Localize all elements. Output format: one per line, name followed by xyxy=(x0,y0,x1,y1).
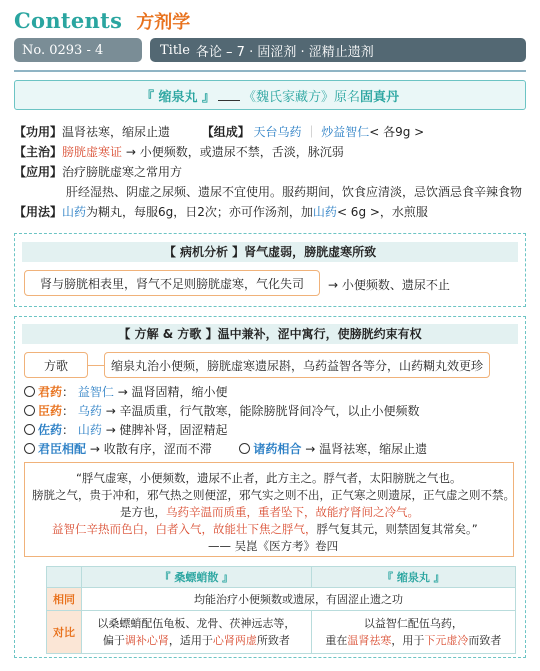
song-connector xyxy=(88,365,104,366)
he-label: 诸药相合 xyxy=(253,442,302,456)
quote-line-4a: 益智仁辛热而色白，白者入气，故能壮下焦之脬气， xyxy=(52,522,317,536)
yingyong-text-2: 肝经湿热、阴虚之尿频、遗尿不宜使用。服药期间，饮食应清淡，忌饮酒忌食辛辣食物 xyxy=(66,185,523,199)
title-bar xyxy=(150,38,526,62)
header-title-en: Contents xyxy=(14,8,123,33)
zucheng-herb-1: 天台乌药 xyxy=(253,125,302,139)
compare-c1-text-e: 所致者 xyxy=(256,634,290,647)
gongyong-label: 【功用】 xyxy=(14,125,63,139)
title-text: 各论 – 7 · 固涩剂 · 涩精止遗剂 xyxy=(195,44,374,60)
number-bar xyxy=(14,38,142,62)
formula-source: 《魏氏家藏方》原名 xyxy=(243,89,361,105)
compare-c2-text-c: ，用于 xyxy=(391,634,425,647)
bullet-circle-icon xyxy=(24,424,35,435)
jun-row: 君药： 益智仁 → 温肾固精，缩小便 xyxy=(24,383,228,401)
yingyong-row-2 xyxy=(14,182,526,202)
quote-line-4b: 脬气复其元，则禁固复其常矣。” xyxy=(316,522,478,536)
blank-line xyxy=(218,90,240,101)
yongfa-label: 【用法】 xyxy=(14,205,63,219)
info-section xyxy=(14,122,526,222)
quote-line-2: 膀胱之气，贵于冲和，邪气热之则便涩，邪气实之则不出，正气寒之则遗尿，正气虚之则不禁。 xyxy=(32,488,515,502)
yongfa-text-2: < 6g >，水煎服 xyxy=(336,205,428,219)
quote-citation: —— 吴崑《医方考》卷四 xyxy=(208,539,339,553)
zucheng-separator: ｜ xyxy=(305,125,318,139)
zhuzhi-row xyxy=(14,142,526,162)
zucheng-herb-2: 炒益智仁 xyxy=(321,125,370,139)
song-text: 缩泉丸治小便频，膀胱虚寒遗尿斟，乌药益智各等分，山药糊丸效更珍 xyxy=(110,358,483,373)
compare-col-2: 『 缩泉丸 』 xyxy=(311,567,515,588)
bullet-circle-icon xyxy=(24,405,35,416)
formula-name: 『 缩泉丸 』 xyxy=(140,89,216,105)
yongfa-row xyxy=(14,202,526,222)
quote-line-3a: 是方也， xyxy=(120,505,166,519)
yongfa-text-1: 为糊丸，每服6g，日2次；亦可作汤剂，加 xyxy=(86,205,313,219)
jun-label: 君药 xyxy=(38,385,63,399)
compare-c2-text-e: 而致者 xyxy=(468,634,502,647)
compare-corner xyxy=(47,567,82,588)
he-text: → 温肾祛寒，缩尿止遗 xyxy=(305,442,428,456)
bingji-title: 【 病机分析 】肾气虚弱，膀胱虚寒所致 xyxy=(22,242,518,262)
compare-c1-text-d: 心肾两虚 xyxy=(212,634,257,647)
song-label-box xyxy=(24,352,88,378)
zuo-herb: 山药 xyxy=(77,423,102,437)
chen-label: 臣药 xyxy=(38,404,63,418)
compare-table xyxy=(46,566,516,654)
quote-line-1: “脬气虚寒，小便频数，遗尿不止者，此方主之。脬气者，太阳膀胱之气也。 xyxy=(76,471,462,485)
quote-line-3 xyxy=(120,504,419,521)
song-box xyxy=(104,352,490,378)
bingji-box xyxy=(24,270,320,296)
zhuzhi-syndrome: 膀胱虚寒证 xyxy=(62,145,123,159)
formula-orig-name: 固真丹 xyxy=(360,89,400,105)
zuo-text: → 健脾补肾，固涩精起 xyxy=(105,423,228,437)
quote-line-4 xyxy=(52,521,478,538)
compare-c2-text-a: 重在 xyxy=(325,634,348,647)
zucheng-label: 【组成】 xyxy=(201,125,250,139)
chen-row: 臣药： 乌药 → 辛温质重，行气散寒，能除膀胱肾间冷气，以止小便频数 xyxy=(24,402,420,420)
compare-c1-line-2 xyxy=(82,632,311,649)
zuo-row: 佐药： 山药 → 健脾补肾，固涩精起 xyxy=(24,421,228,439)
yingyong-row xyxy=(14,162,526,182)
chen-text: → 辛温质重，行气散寒，能除膀胱肾间冷气，以止小便频数 xyxy=(105,404,420,418)
fangjie-title: 【 方解 & 方歌 】温中兼补，涩中寓行，使膀胱约束有权 xyxy=(22,324,518,344)
compare-diff-label: 对比 xyxy=(47,611,82,654)
pei-label: 君臣相配 xyxy=(38,442,87,456)
zucheng-dose: < 各9g > xyxy=(369,125,425,139)
compare-c2-text-b: 温肾祛寒 xyxy=(347,634,392,647)
yingyong-label: 【应用】 xyxy=(14,165,63,179)
yingyong-text-1: 治疗膀胱虚寒之常用方 xyxy=(62,165,183,179)
compare-c1-text-a: 偏于 xyxy=(102,634,125,647)
zhuzhi-text: → 小便频数，或遗尿不禁，舌淡，脉沉弱 xyxy=(125,145,344,159)
zhuzhi-label: 【主治】 xyxy=(14,145,63,159)
page-header xyxy=(14,8,190,38)
title-label: Title xyxy=(160,42,190,58)
formula-name-box xyxy=(14,80,526,110)
compare-same-text: 均能治疗小便频数或遗尿，有固涩止遗之功 xyxy=(82,588,516,611)
song-label: 方歌 xyxy=(43,358,68,373)
bingji-box-text: 肾与膀胱相表里，肾气不足则膀胱虚寒，气化失司 xyxy=(39,276,304,291)
bullet-circle-icon xyxy=(24,386,35,397)
compare-c2-text-d: 下元虚冷 xyxy=(424,634,469,647)
zuo-label: 佐药 xyxy=(38,423,63,437)
compare-same-row xyxy=(47,588,516,611)
compare-diff-col-1 xyxy=(82,611,312,654)
compare-c2-line-2 xyxy=(312,632,515,649)
yongfa-herb-2: 山药 xyxy=(312,205,337,219)
quote-line-3b: 乌药辛温而质重，重者坠下，故能疗肾间之冷气。 xyxy=(166,505,419,519)
compare-c1-line-1: 以桑螵蛸配伍龟板、龙骨、茯神远志等， xyxy=(97,617,296,630)
pei-text: → 收散有序，涩而不滞 xyxy=(89,442,212,456)
compare-c1-text-c: ，适用于 xyxy=(168,634,213,647)
header-rule xyxy=(14,70,526,72)
compare-same-label: 相同 xyxy=(47,588,82,611)
compare-header-row xyxy=(47,567,516,588)
number-label: No. 0293 - 4 xyxy=(22,42,104,58)
jun-text: → 温肾固精，缩小便 xyxy=(117,385,228,399)
yongfa-herb: 山药 xyxy=(62,205,87,219)
compare-diff-col-2 xyxy=(311,611,515,654)
compare-col-1: 『 桑螵蛸散 』 xyxy=(82,567,312,588)
bullet-circle-icon xyxy=(239,443,250,454)
compare-c1-text-b: 调补心肾 xyxy=(124,634,169,647)
compare-c2-line-1: 以益智仁配伍乌药， xyxy=(363,617,463,630)
compare-diff-row xyxy=(47,611,516,654)
pei-row xyxy=(24,440,427,458)
jun-herb: 益智仁 xyxy=(77,385,114,399)
bingji-result: → 小便频数、遗尿不止 xyxy=(328,278,450,292)
bullet-circle-icon xyxy=(24,443,35,454)
header-title-cn: 方剂学 xyxy=(136,12,191,33)
chen-herb: 乌药 xyxy=(77,404,102,418)
gongyong-text: 温肾祛寒，缩尿止遗 xyxy=(62,125,171,139)
gongyong-row xyxy=(14,122,526,142)
